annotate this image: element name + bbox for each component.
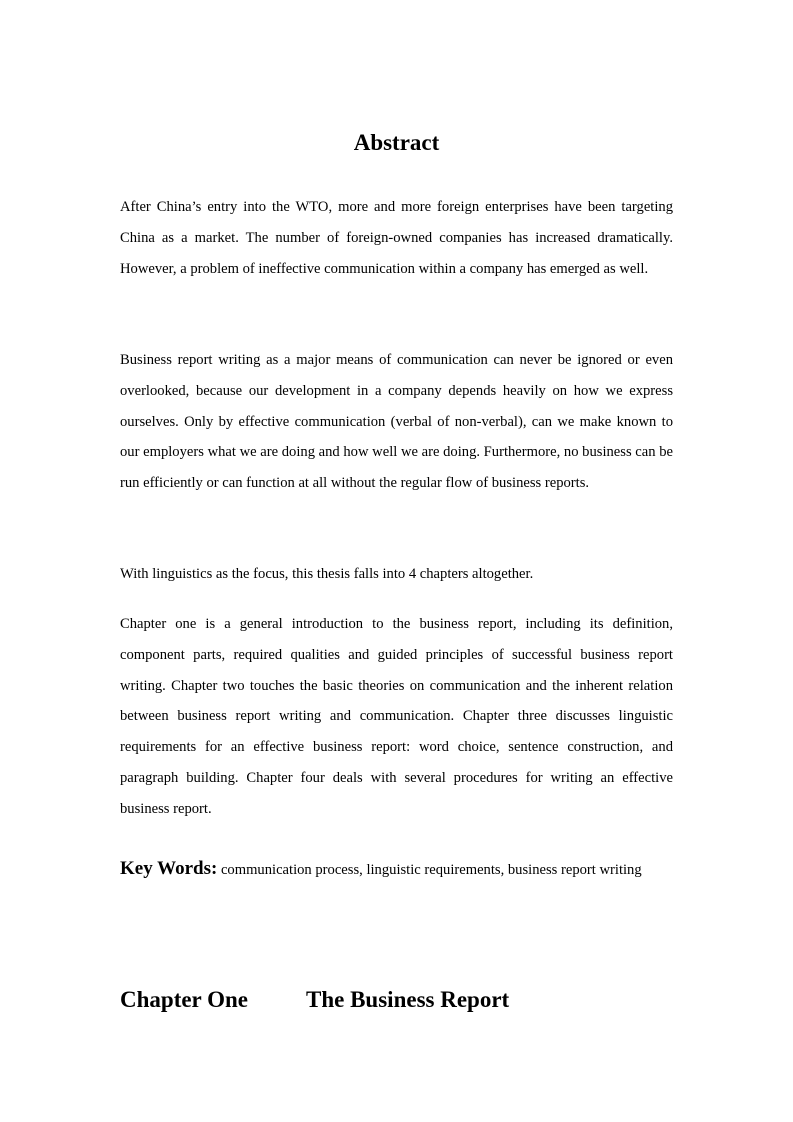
- abstract-paragraph-4: Chapter one is a general introduction to the business report, including its definition, component parts, required qualities and guided principles of successful business report writing. Chapter two touches the basic theories on communication and the inherent relation between business report writing and communication. Chapter three discusses linguistic requirements for an effective business report: word choice, sentence construction, and paragraph building. Chapter four deals with several procedures for writing an effective business report.: [120, 616, 673, 817]
- key-words-label: Key Words:: [120, 858, 218, 879]
- chapter-heading: [120, 984, 509, 1016]
- key-words-text: communication process, linguistic requirements, business report writing: [217, 862, 642, 878]
- chapter-title: The Business Report: [306, 987, 510, 1012]
- abstract-heading: Abstract: [353, 130, 440, 155]
- abstract-paragraph-1: After China’s entry into the WTO, more and more foreign enterprises have been targeting China as a market. The number of foreign-owned companies has increased dramatically. However, a problem of ineffective communication within a company has emerged as well.: [120, 199, 673, 277]
- chapter-number: Chapter One: [120, 987, 248, 1012]
- abstract-paragraph-2: Business report writing as a major means of communication can never be ignored or even overlooked, because our development in a company depends heavily on how we express ourselves. Only by effective communication (verbal of non-verbal), can we make known to our employers what we are doing and how well we are doing. Furthermore, no business can be run efficiently or can function at all without the regular flow of business reports.: [120, 352, 673, 492]
- abstract-paragraph-3: With linguistics as the focus, this thesis falls into 4 chapters altogether.: [120, 566, 534, 582]
- key-words: [120, 854, 673, 886]
